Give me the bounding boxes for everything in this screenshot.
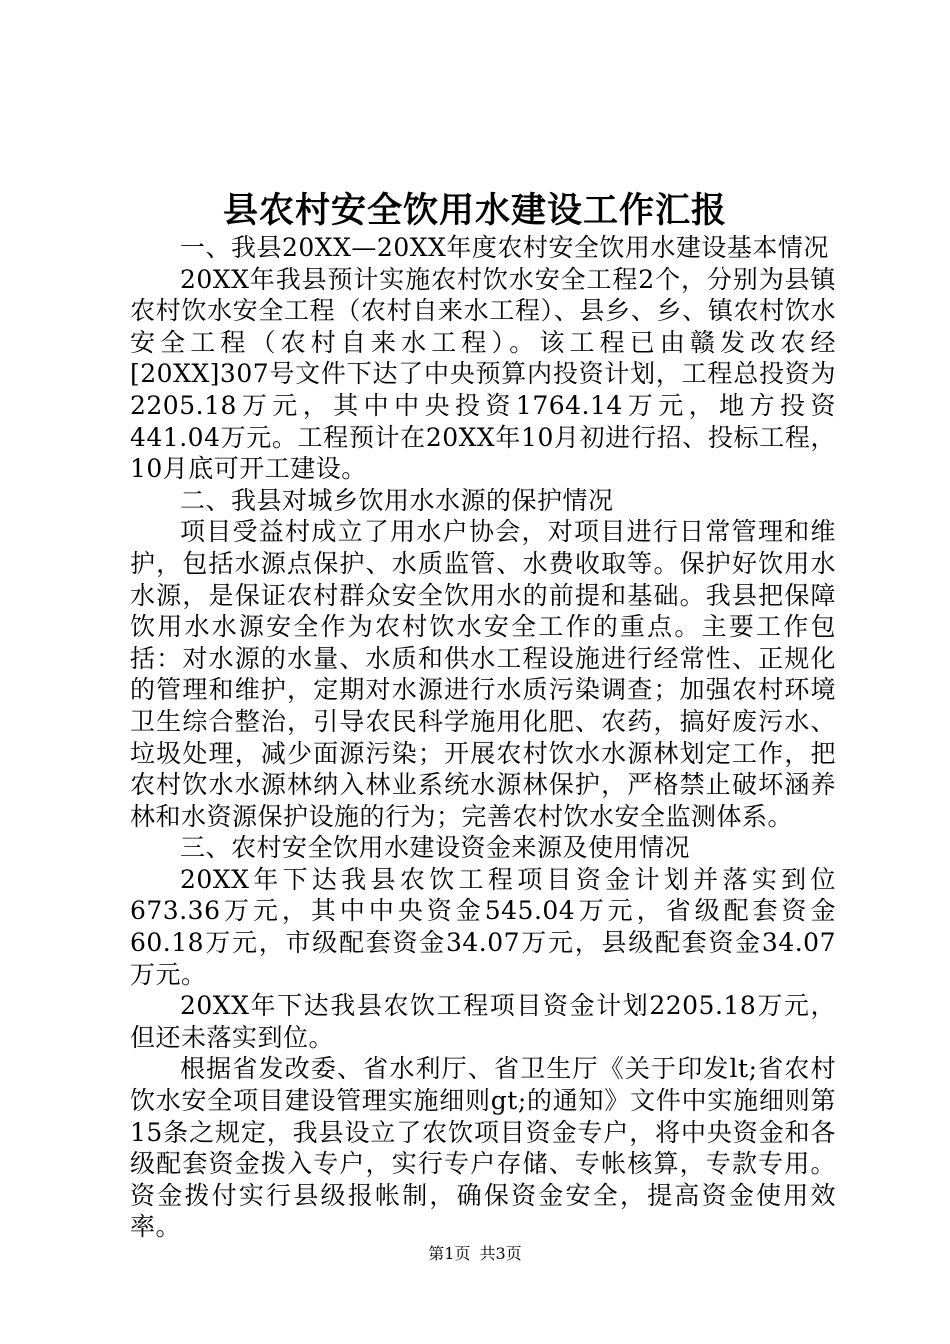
section-3-paragraph-3: 根据省发改委、省水利厅、省卫生厅《关于印发lt;省农村饮水安全项目建设管理实施细则gt;的通知》文件中实施细则第15条之规定，我县设立了农饮项目资金专户，将中央资金和各级配套资金拨入专户，实行专户存储、专帐核算，专款专用。资金拨付实行县级报帐制，确保资金安全，提高资金使用效率。	[130, 1054, 836, 1242]
section-3-paragraph-1: 20XX年下达我县农饮工程项目资金计划并落实到位673.36万元，其中中央资金545.04万元，省级配套资金60.18万元，市级配套资金34.07万元，县级配套资金34.07万元。	[130, 864, 836, 989]
section-heading-2: 二、我县对城乡饮用水水源的保护情况	[180, 485, 614, 515]
section-1-paragraph-1: 20XX年我县预计实施农村饮水安全工程2个，分别为县镇农村饮水安全工程（农村自来水工程）、县乡、乡、镇农村饮水安全工程（农村自来水工程）。该工程已由赣发改农经[20XX]307号文件下达了中央预算内投资计划，工程总投资为2205.18万元，其中中央投资1764.14万元，地方投资441.04万元。工程预计在20XX年10月初进行招、投标工程，10月底可开工建设。	[130, 264, 836, 484]
section-heading-1: 一、我县20XX—20XX年度农村安全饮用水建设基本情况	[180, 233, 829, 262]
section-heading-3: 三、农村安全饮用水建设资金来源及使用情况	[180, 833, 691, 863]
page-footer	[0, 1244, 950, 1264]
page-total: 共3页	[479, 1244, 522, 1263]
section-3-paragraph-2: 20XX年下达我县农饮工程项目资金计划2205.18万元，但还未落实到位。	[130, 991, 836, 1052]
page-number: 第1页	[428, 1244, 471, 1263]
section-2-paragraph-1: 项目受益村成立了用水户协会，对项目进行日常管理和维护，包括水源点保护、水质监管、水费收取等。保护好饮用水水源，是保证农村群众安全饮用水的前提和基础。我县把保障饮用水水源安全作为农村饮水安全工作的重点。主要工作包括：对水源的水量、水质和供水工程设施进行经常性、正规化的管理和维护，定期对水源进行水质污染调查；加强农村环境卫生综合整治，引导农民科学施用化肥、农药，搞好废污水、垃圾处理，减少面源污染；开展农村饮水水源林划定工作，把农村饮水水源林纳入林业系统水源林保护，严格禁止破坏涵养林和水资源保护设施的行为；完善农村饮水安全监测体系。	[130, 517, 836, 831]
document-body	[130, 232, 836, 1243]
document-title: 县农村安全饮用水建设工作汇报	[222, 191, 727, 231]
